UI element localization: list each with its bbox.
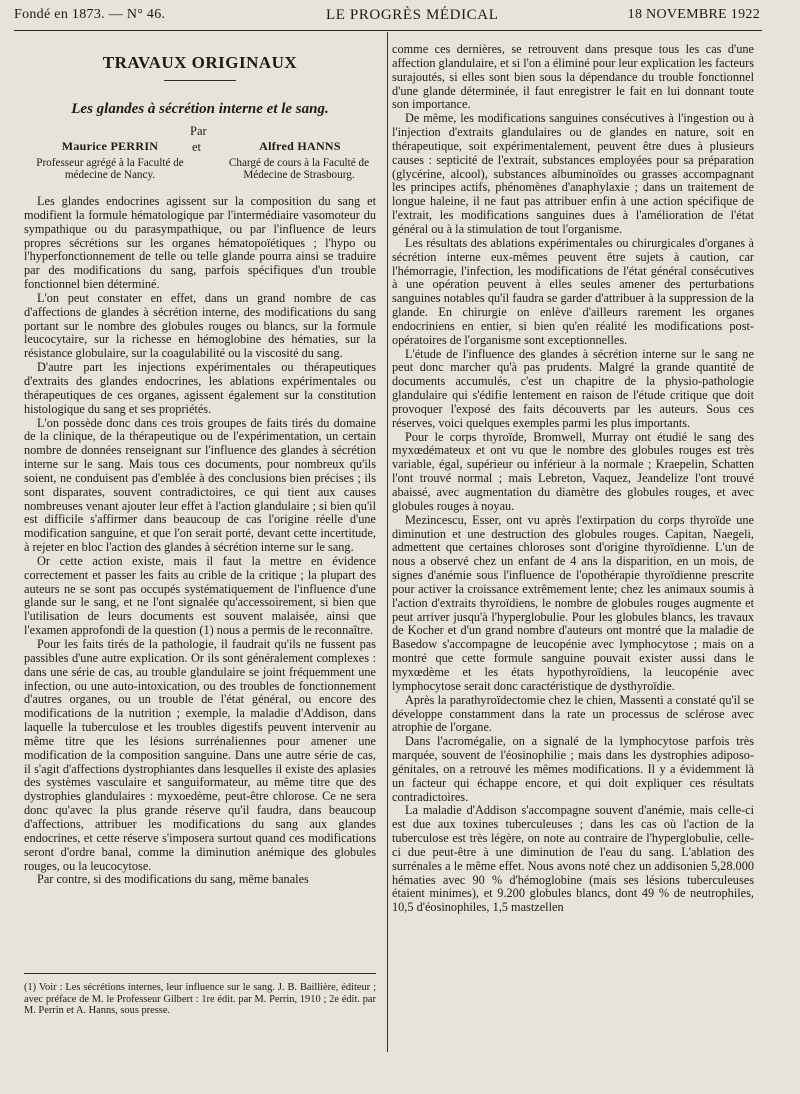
paragraph: L'on peut constater en effet, dans un grand nombre de cas d'affections de glandes à sécrétion interne, des modifications du sang portant sur le nombre des globules rouges ou blancs, sur la formule leucocytaire, sur la richesse en hémoglobine des hématies, sur la résistance globulaire, sur la coagulabilité ou la viscosité du sang.: [24, 290, 376, 361]
author-hanns-affiliation: Chargé de cours à la Faculté de Médecine de Strasbourg.: [228, 157, 370, 181]
paragraph: Après la parathyroïdectomie chez le chien, Massenti a constaté qu'il se développe constamment dans la rate un processus de sclérose avec atrophie de l'organe.: [392, 692, 754, 735]
header-journal-name: LE PROGRÈS MÉDICAL: [326, 7, 499, 23]
page-header: [14, 5, 760, 27]
paragraph: Les résultats des ablations expérimentales ou chirurgicales d'organes à sécrétion interne eux-mêmes peuvent être sujets à caution, car l'hémorragie, l'infection, les modifications de l'état général consécutives à une opération peuvent à elles seules amener des perturbations sanguines notables qu'il faudra se garder d'attribuer à la suppression de la glande. En chirurgie on enlève d'ailleurs rarement les organes endocriniens en entier, si bien qu'en réalité les modifications post-opératoires de l'organisme sont exceptionnelles.: [392, 235, 754, 347]
paragraph: Pour le corps thyroïde, Bromwell, Murray ont étudié le sang des myxœdémateux et ont vu que le nombre des globules rouges est très variable, égal, supérieur ou inférieur à la normale ; Kraepelin, Schatten l'ont trouvé normal ; mais Lebreton, Vaquez, Jeandelize l'ont trouvé abaissé, avec augmentation du diamètre des globules rouges, et avec globules rouges à noyau.: [392, 429, 754, 513]
paragraph: Par contre, si des modifications du sang, même banales: [37, 872, 309, 887]
paragraph: L'étude de l'influence des glandes à sécrétion interne sur le sang ne peut donc marcher qu'à pas prudents. Malgré la grande quantité de documents accumulés, c'est un chapitre de la physio-pathologie glandulaire qui s'édifie lentement en raison de l'étude critique que doit provoquer l'exposé des faits découverts par les auteurs. Sous ces réserves, voici quelques exemples parmi les plus importants.: [392, 346, 754, 430]
section-title: TRAVAUX ORIGINAUX: [102, 53, 298, 72]
author-perrin: Maurice PERRIN: [61, 139, 159, 153]
paragraph: D'autre part les injections expérimentales ou thérapeutiques d'extraits des glandes endocrines, les ablations expérimentales ou thérapeutiques de ces organes, agissent également sur la constitution histologique du sang et ses propriétés.: [24, 360, 376, 416]
paragraph: L'on possède donc dans ces trois groupes de faits tirés du domaine de la clinique, de la thérapeutique ou de l'expérimentation, un certain nombre de données renseignant sur l'influence des glandes à sécrétion interne sur le sang. Mais tous ces documents, pour nombreux qu'ils soient, ne conduisent pas d'emblée à des conclusions bien précises ; ils sont disparates, souvent contradictoires, ce qui tient aux causes nombreuses venant ajouter leur effet à l'action glandulaire ; si bien qu'il est difficile s'affirmer dans beaucoup de cas l'origine réelle d'une modification sanguine, et que l'on serait porté, devant cette incertitude, à rejeter en bloc l'action des glandes à sécrétion interne sur le sang.: [24, 415, 376, 555]
column-divider: [387, 32, 388, 1052]
article-title: Les glandes à sécrétion interne et le sang.: [71, 101, 329, 117]
section-title-rule: [164, 80, 236, 81]
author-hanns: Alfred HANNS: [259, 139, 341, 153]
paragraph: Les glandes endocrines agissent sur la composition du sang et modifient la formule hématologique par l'intermédiaire vasomoteur du sympathique ou du parasympathique, ou par l'influence de leurs propres sécrétions sur les organes hématopoïétiques ; l'hypo ou l'hyperfonctionnement de telle ou telle glande pourra ainsi se traduire par des modifications du sang, parfois spécifiques d'un trouble fonctionnel bien déterminé.: [24, 194, 376, 292]
footnote-rule: [24, 973, 376, 974]
footnote-text: (1) Voir : Les sécrétions internes, leur influence sur le sang. J. B. Baillière, éditeur ; avec préface de M. le Professeur Gilbert : 1re édit. par M. Perrin, 1910 ; 2e édit. par M. Perrin et A. Hanns, sous presse.: [24, 982, 376, 1017]
header-date: 18 NOVEMBRE 1922: [627, 7, 760, 22]
left-column: [24, 195, 376, 887]
paragraph: Pour les faits tirés de la pathologie, il faudrait qu'ils ne fussent pas passibles d'une autre explication. Or ils sont généralement complexes : dans une série de cas, au trouble glandulaire se joint fréquemment une infection, ou une auto-intoxication, ou des troubles de fonctionnement d'autres organes, ou un trouble de l'état général, ou encore des modifications de la nutrition ; exemple, la maladie d'Addison, dans laquelle la tuberculose et les troubles digestifs peuvent intervenir au même titre que les lésions surrénaliennes pour amener une modification de la composition sanguine. Dans une autre série de cas, il s'agit d'affections dystrophiantes dans lesquelles il existe des aplasies des systèmes vasculaire et sanguiformateur, au même titre que des dystrophies glandulaires : myxoedème, peut-être chlorose. Ce ne sera donc qu'avec la plus grande réserve qu'il faudra, dans beaucoup d'affections, attribuer les modifications du sang aux glandes endocrines, et cette réserve s'imposera surtout quand ces modifications seront d'ordre banal, comme la diminution anémique des globules rouges, ou la leucocytose.: [24, 637, 376, 873]
byline-par: Par: [190, 124, 207, 138]
right-column: [392, 43, 754, 915]
paragraph: De même, les modifications sanguines consécutives à l'ingestion ou à l'injection d'extraits glandulaires ou de glandes en nature, soit en thérapeutique, soit expérimentalement, peuvent être dues à plusieurs causes : septicité de l'extrait, substances employées pour sa préparation (glycérine, alcool), substances albuminoïdes ou grasses accompagnant les principes actifs, phénomènes d'anaphylaxie ; dans un traitement de longue haleine, il ne faut pas attribuer enfin à une action spécifique de l'extrait, les modifications sanguines dues à l'amélioration de l'état général ou à la stimulation de tout l'organisme.: [392, 111, 754, 236]
paragraph: comme ces dernières, se retrouvent dans presque tous les cas d'une affection glandulaire, et si l'on a éliminé pour leur explication les facteurs surajoutés, si elles sont bien sous la dépendance du trouble fonctionnel d'une glande déterminée, il faut enregistrer le fait en lui donnant toute son importance.: [392, 42, 754, 112]
paragraph: Mezincescu, Esser, ont vu après l'extirpation du corps thyroïde une diminution et une destruction des globules rouges. Capitan, Naegeli, admettent que certaines chloroses sont d'origine thyroïdienne. L'un de nous a observé chez un enfant de 4 ans la disparition, en un mois, de signes d'anémie sous l'influence de l'opothérapie thyroïdienne prescrite pour activer la croissance extrêmement lente; chez les animaux soumis à l'action d'extraits thyroïdiens, le nombre de globules rouges augmente et peut arriver jusqu'à l'hyperglobulie. Pour les globules blancs, les travaux de Kocher et d'un grand nombre d'auteurs ont montré que la maladie de Basedow s'accompagne de leucopénie avec lymphocytose ; mais on a montré que cette formule sanguine pouvait exister aussi dans le myxœdème et les états hypothyroïdiens, la leucopénie avec lymphocytose serait donc caractéristique de dysthyroïdie.: [392, 512, 754, 693]
byline-et: et: [192, 140, 202, 154]
paragraph: La maladie d'Addison s'accompagne souvent d'anémie, mais celle-ci est due aux toxines tuberculeuses ; dans les cas où l'action de la tuberculose est très légère, on note au contraire de l'hyperglobulie, celle-ci due peut-être à une diminution de l'eau du sang. L'ablation des surrénales a le même effet. Nous avons noté chez un addisonien 5,28.000 hématies avec 90 % d'hémoglobine (mais ses lésions tuberculeuses étaient minimes), et 9.200 globules blancs, dont 49 % de neutrophiles, 10,5 d'éosinophiles, 1,5 mastzellen: [392, 803, 754, 915]
header-rule: [14, 30, 762, 31]
footnote: [24, 982, 376, 1017]
paragraph: Dans l'acromégalie, on a signalé de la lymphocytose parfois très marquée, souvent de l'éosinophilie ; mais dans les dystrophies adiposo-génitales, on a retrouvé les mêmes modifications. Il y a évidemment là un facteur qui échappe encore, et qui doit expliquer ces résultats contradictoires.: [392, 734, 754, 804]
paragraph: Or cette action existe, mais il faut la mettre en évidence correctement et passer les faits au crible de la critique ; la plupart des auteurs ne se sont pas occupés systématiquement de l'influence d'une glande sur le sang, et ne l'ont signalée qu'accessoirement, si bien que l'utilisation de leurs documents est souvent malaisée, ainsi que l'examen approfondi de la question (1) nous a permis de le reconnaître.: [24, 553, 376, 638]
header-founded-issue: Fondé en 1873. — N° 46.: [14, 7, 166, 22]
author-perrin-affiliation: Professeur agrégé à la Faculté de médecine de Nancy.: [36, 157, 184, 181]
